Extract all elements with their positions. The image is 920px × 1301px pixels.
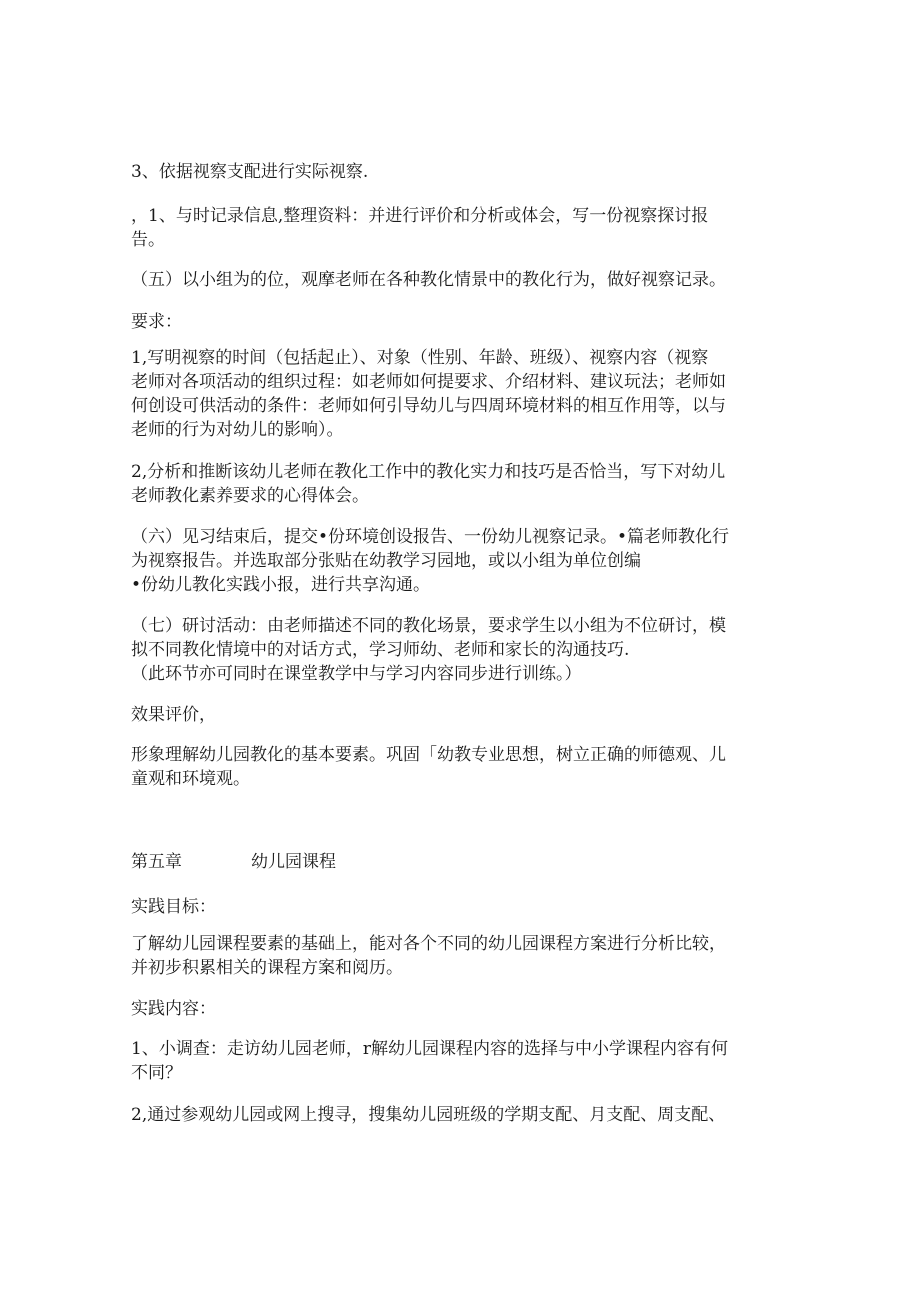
text-line: 1,写明视察的时间（包括起止）、对象（性别、年龄、班级）、视察内容（视察 bbox=[131, 348, 709, 368]
text-line: 为视察报告。并选取部分张贴在幼教学习园地，或以小组为单位创编 bbox=[131, 551, 641, 571]
text-line: 2,分析和推断该幼儿老师在教化工作中的教化实力和技巧是否恰当，写下对幼儿 bbox=[131, 462, 726, 482]
text-line: 告。 bbox=[131, 230, 165, 250]
text-line: 不同？ bbox=[131, 1063, 182, 1083]
paragraph-observation-step3 bbox=[131, 160, 791, 184]
paragraph-requirements-heading bbox=[131, 310, 791, 334]
paragraph-requirement-1 bbox=[131, 346, 791, 442]
paragraph-effect-evaluation bbox=[131, 703, 791, 727]
text-line: 实践目标： bbox=[131, 897, 216, 917]
text-line: 形象理解幼儿园教化的基本要素。巩固「幼教专业思想，树立正确的师德观、儿 bbox=[131, 745, 726, 765]
text-line: 老师教化素养要求的心得体会。 bbox=[131, 486, 369, 506]
text-line: 了解幼儿园课程要素的基础上，能对各个不同的幼儿园课程方案进行分析比较， bbox=[131, 934, 726, 954]
paragraph-survey-item-1 bbox=[131, 1037, 791, 1085]
text-line: 何创设可供活动的条件：老师如何引导幼儿与四周环境材料的相互作用等，以与 bbox=[131, 396, 726, 416]
paragraph-practice-goal-heading bbox=[131, 895, 791, 919]
text-line: 效果评价， bbox=[131, 705, 216, 725]
text-line: 童观和环境观。 bbox=[131, 769, 250, 789]
text-line: •份幼儿教化实践小报，进行共享沟通。 bbox=[131, 575, 431, 595]
paragraph-section-seven bbox=[131, 614, 791, 686]
text-line: 实践内容： bbox=[131, 999, 216, 1019]
text-line: 3、依据视察支配进行实际视察. bbox=[131, 162, 369, 182]
text-line: 并初步积累相关的课程方案和阅历。 bbox=[131, 958, 403, 978]
text-line: 1、小调查：走访幼儿园老师，r解幼儿园课程内容的选择与中小学课程内容有何 bbox=[131, 1039, 728, 1059]
paragraph-record-info bbox=[131, 204, 791, 252]
text-line: ，1、与时记录信息,整理资料：并进行评价和分析或体会，写一份视察探讨报 bbox=[131, 206, 709, 226]
text-line: （六）见习结束后，提交•份环境创设报告、一份幼儿视察记录。•篇老师教化行 bbox=[131, 527, 730, 547]
chapter-label: 第五章 bbox=[131, 852, 182, 872]
text-line: （七）研讨活动：由老师描述不同的教化场景，要求学生以小组为不位研讨，模 bbox=[131, 616, 726, 636]
text-line: 要求： bbox=[131, 312, 182, 332]
paragraph-practice-content-heading bbox=[131, 997, 791, 1021]
paragraph-evaluation-content bbox=[131, 743, 791, 791]
paragraph-requirement-2 bbox=[131, 460, 791, 508]
paragraph-section-six bbox=[131, 525, 791, 597]
text-line: （五）以小组为的位，观摩老师在各种教化情景中的教化行为，做好视察记录。 bbox=[131, 270, 726, 290]
paragraph-survey-item-2 bbox=[131, 1103, 791, 1127]
text-line: 老师对各项活动的组织过程：如老师如何提要求、介绍材料、建议玩法；老师如 bbox=[131, 372, 726, 392]
text-line: 2,通过参观幼儿园或网上搜寻，搜集幼儿园班级的学期支配、月支配、周支配、 bbox=[131, 1105, 726, 1125]
text-line: 老师的行为对幼儿的影响）。 bbox=[131, 420, 344, 440]
paragraph-practice-goal bbox=[131, 932, 791, 980]
chapter-title: 幼儿园课程 bbox=[251, 852, 336, 872]
text-line: 拟不同教化情境中的对话方式，学习师幼、老师和家长的沟通技巧. bbox=[131, 640, 630, 660]
paragraph-section-five bbox=[131, 268, 791, 292]
text-line: （此环节亦可同时在课堂教学中与学习内容同步进行训练。） bbox=[131, 664, 582, 684]
